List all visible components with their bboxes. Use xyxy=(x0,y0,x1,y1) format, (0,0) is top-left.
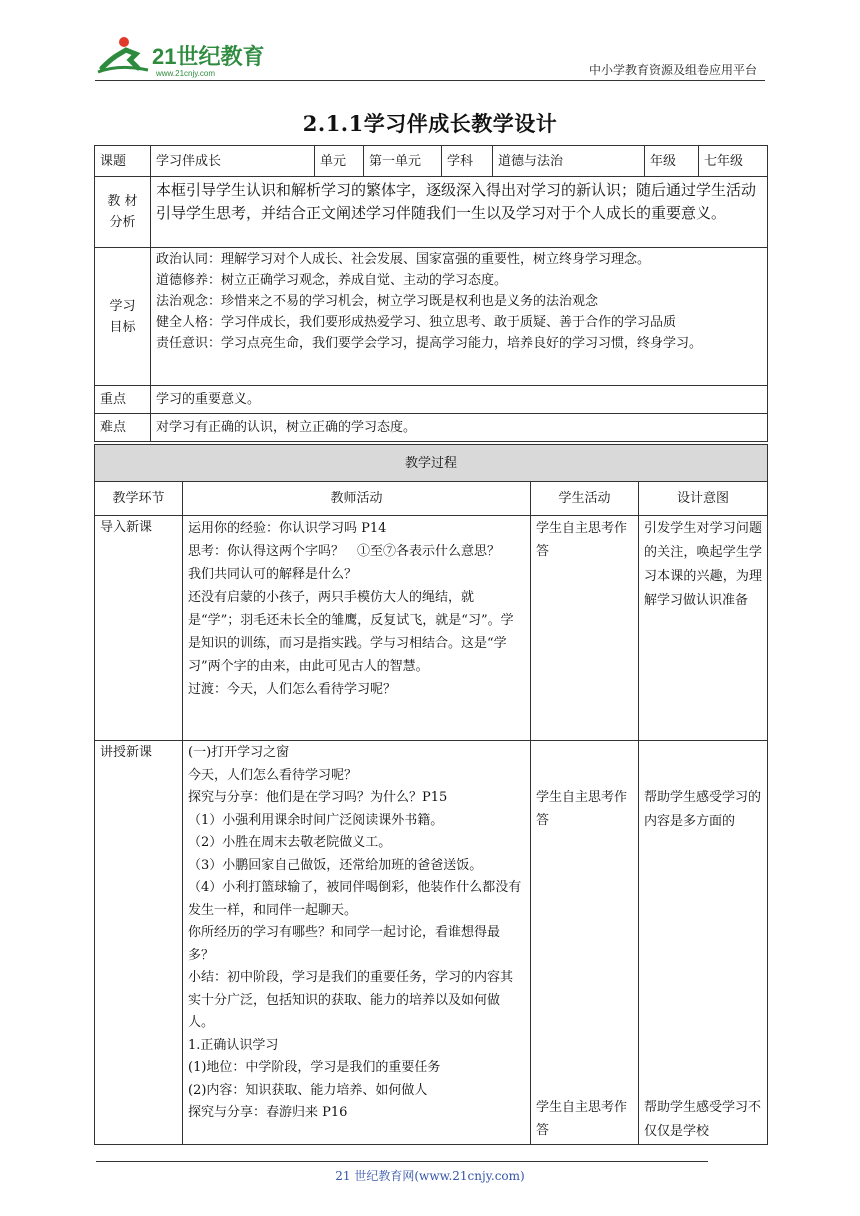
student-activity-cell: 学生自主思考作答 学生自主思考作答 xyxy=(531,741,639,1145)
page-title: 2.1.1学习伴成长教学设计 xyxy=(302,111,558,136)
subject-label: 学科 xyxy=(442,146,493,177)
goal-line: 政治认同：理解学习对个人成长、社会发展、国家富强的重要性，树立终身学习理念。 xyxy=(156,252,651,267)
col-header-stage: 教学环节 xyxy=(95,482,183,516)
difficulty-label: 难点 xyxy=(95,414,151,442)
analysis-text: 本框引导学生认识和解析学习的繁体字，逐级深入得出对学习的新认识；随后通过学生活动引导学生思考，并结合正文阐述学习伴随我们一生以及学习对于个人成长的重要意义。 xyxy=(151,177,768,248)
goals-text xyxy=(151,248,768,386)
site-logo xyxy=(96,34,266,78)
unit-label: 单元 xyxy=(315,146,364,177)
table-row xyxy=(95,741,768,1145)
student-activity-cell: 学生自主思考作答 xyxy=(531,516,639,741)
difficulty-text: 对学习有正确的认识，树立正确的学习态度。 xyxy=(151,414,768,442)
goal-line: 健全人格：学习伴成长，我们要形成热爱学习、独立思考、敢于质疑、善于合作的学习品质 xyxy=(156,315,677,330)
stage-cell: 导入新课 xyxy=(95,516,183,741)
intent-cell: 引发学生对学习问题的关注，唤起学生学习本课的兴趣，为理解学习做认识准备 xyxy=(639,516,768,741)
process-section-title: 教学过程 xyxy=(95,445,768,482)
key-point-label: 重点 xyxy=(95,386,151,414)
teacher-activity-cell: 运用你的经验：你认识学习吗 P14 思考：你认得这两个字吗？ ①至⑦各表示什么意思？ 我们共同认可的解释是什么？ 还没有启蒙的小孩子，两只手模仿大人的绳结，就是“学”；羽毛还未长全的雏鹰，反复试飞，就是“习”。学是知识的训练，而习是指实践。学与习相结合。这是“学习”两个字的由来，由此可见古人的智慧。 过渡：今天，人们怎么看待学习呢？ xyxy=(183,516,531,741)
goal-line: 道德修养：树立正确学习观念，养成自觉、主动的学习态度。 xyxy=(156,273,508,288)
footer-divider xyxy=(96,1161,708,1162)
analysis-label: 教 材 分析 xyxy=(95,177,151,248)
teaching-process-table xyxy=(94,444,768,1145)
topic-label: 课题 xyxy=(95,146,151,177)
logo-text: 21世纪教育 xyxy=(152,44,265,69)
table-row xyxy=(95,516,768,741)
logo-url: www.21cnjy.com xyxy=(156,69,215,78)
col-header-teacher: 教师活动 xyxy=(183,482,531,516)
grade-value: 七年级 xyxy=(699,146,768,177)
platform-name: 中小学教育资源及组卷应用平台 xyxy=(588,63,757,77)
grade-label: 年级 xyxy=(645,146,699,177)
col-header-student: 学生活动 xyxy=(531,482,639,516)
teacher-activity-cell: (一)打开学习之窗 今天，人们怎么看待学习呢？ 探究与分享：他们是在学习吗？为什么？P15 （1）小强利用课余时间广泛阅读课外书籍。 （2）小胜在周末去敬老院做义工。 （3）小鹏回家自己做饭，还常给加班的爸爸送饭。 （4）小利打篮球输了，被同伴喝倒彩，他装作什么都没有发生一样，和同伴一起聊天。 你所经历的学习有哪些？和同学一起讨论，看谁想得最多？ 小结：初中阶段，学习是我们的重要任务，学习的内容其实十分广泛，包括知识的获取、能力的培养以及如何做人。 1.正确认识学习 (1)地位：中学阶段，学习是我们的重要任务 (2)内容：知识获取、能力培养、如何做人 探究与分享：春游归来 P16 xyxy=(183,741,531,1145)
unit-value: 第一单元 xyxy=(364,146,442,177)
goal-line: 责任意识：学习点亮生命，我们要学会学习，提高学习能力，培养良好的学习习惯，终身学习。 xyxy=(156,336,703,351)
goals-label: 学习 目标 xyxy=(95,248,151,386)
stage-cell: 讲授新课 xyxy=(95,741,183,1145)
subject-value: 道德与法治 xyxy=(493,146,645,177)
footer-text: 21 世纪教育网(www.21cnjy.com) xyxy=(335,1169,525,1183)
runner-logo-icon xyxy=(96,34,266,78)
header-divider xyxy=(95,80,765,81)
key-point-text: 学习的重要意义。 xyxy=(151,386,768,414)
topic-value: 学习伴成长 xyxy=(151,146,315,177)
goal-line: 法治观念：珍惜来之不易的学习机会，树立学习既是权利也是义务的法治观念 xyxy=(156,294,599,309)
lesson-info-table xyxy=(94,145,768,442)
col-header-intent: 设计意图 xyxy=(639,482,768,516)
intent-cell: 帮助学生感受学习的内容是多方面的 帮助学生感受学习不仅仅是学校 xyxy=(639,741,768,1145)
